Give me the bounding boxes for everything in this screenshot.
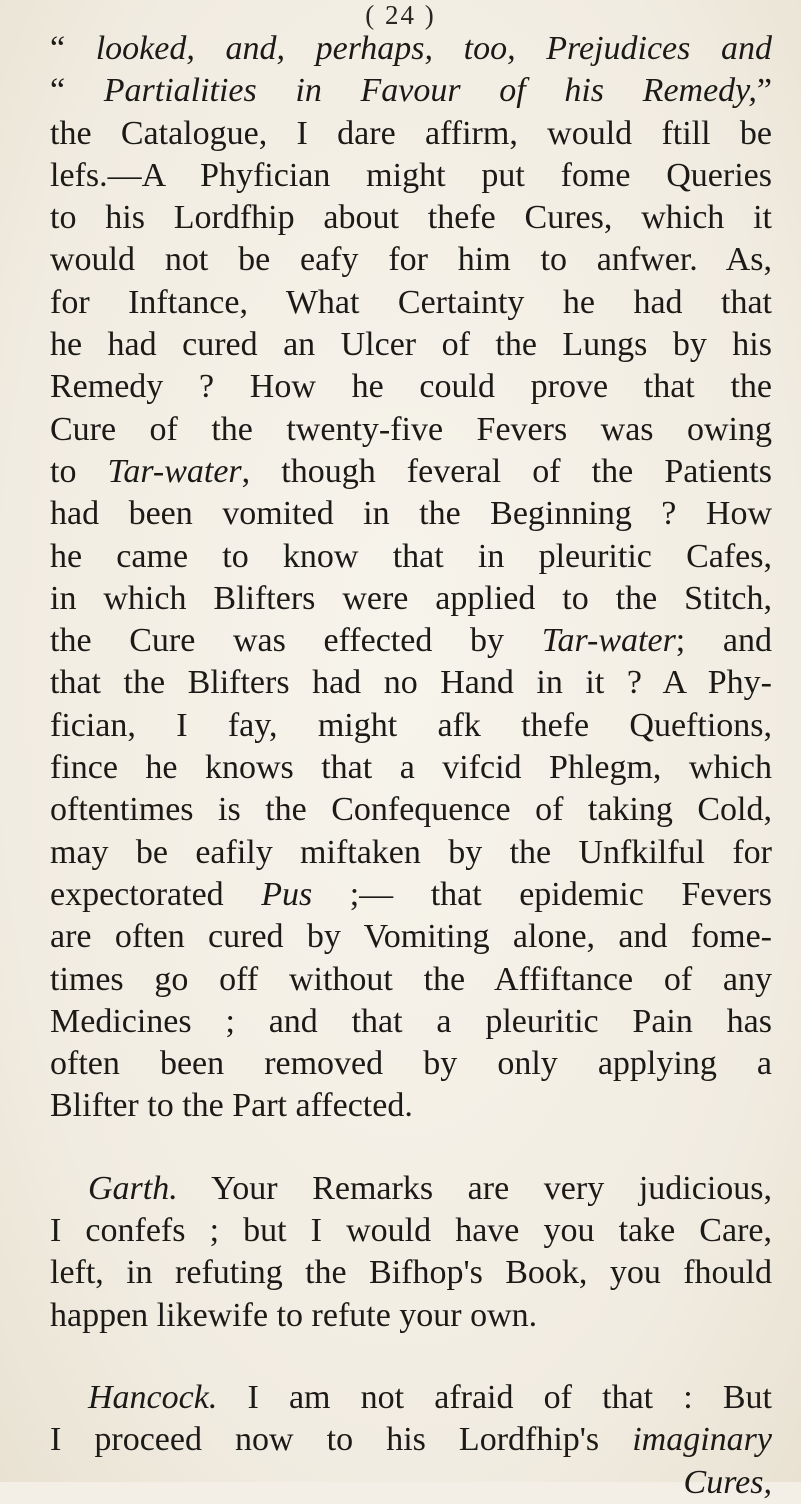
- text-run: to his Lordfhip about thefe Cures, which it: [50, 199, 772, 237]
- text-run: to: [50, 452, 108, 490]
- text-run: that the Blifters had no Hand in it ? A Phy-: [50, 664, 772, 702]
- text-run: are often cured by Vomiting alone, and fome-: [50, 918, 772, 956]
- text-line: [50, 1462, 772, 1504]
- text-line: [50, 705, 772, 747]
- text-line: [50, 959, 772, 1001]
- text-line: [50, 747, 772, 789]
- text-run: “: [50, 72, 104, 110]
- paragraph-gap: [50, 1128, 772, 1168]
- text-run: often been removed by only applying a: [50, 1045, 772, 1083]
- italic-text: looked, and, perhaps, too, Prejudices and: [95, 30, 772, 67]
- text-line: [50, 1377, 772, 1419]
- italic-text: imaginary: [632, 1421, 772, 1459]
- text-run: expectorated: [50, 875, 262, 913]
- text-line: [50, 493, 772, 535]
- text-line: [50, 282, 772, 324]
- text-line: [50, 832, 772, 874]
- text-run: I confefs ; but I would have you take Care,: [50, 1212, 772, 1250]
- text-run: had been vomited in the Beginning ? How: [50, 495, 772, 533]
- text-run: left, in refuting the Bifhop's Book, you fhould: [50, 1254, 772, 1292]
- text-run: ”: [756, 72, 772, 110]
- text-run: Remedy ? How he could prove that the: [50, 368, 772, 406]
- text-run: I am not afraid of that : But: [217, 1378, 772, 1416]
- text-line: [50, 324, 772, 366]
- paragraph: [50, 1377, 772, 1504]
- text-run: he came to know that in pleuritic Cafes,: [50, 537, 772, 575]
- text-line: [50, 409, 772, 451]
- text-run: would not be eafy for him to anfwer. As,: [50, 241, 772, 279]
- text-run: Medicines ; and that a pleuritic Pain has: [50, 1002, 772, 1040]
- italic-text: Tar-water: [541, 622, 676, 660]
- text-run: times go off without the Affiftance of any: [50, 960, 772, 998]
- text-run: Your Remarks are very judicious,: [177, 1169, 772, 1207]
- paragraph: [50, 28, 772, 1128]
- text-run: oftentimes is the Confequence of taking Cold,: [50, 791, 772, 829]
- paragraph-gap: [50, 1337, 772, 1377]
- text-run: happen likewife to refute your own.: [50, 1296, 538, 1334]
- text-run: fince he knows that a vifcid Phlegm, which: [50, 749, 772, 787]
- text-line: [50, 366, 772, 408]
- text-line: [50, 662, 772, 704]
- text-run: lefs.—A Phyfician might put fome Queries: [50, 156, 772, 194]
- italic-text: Pus: [261, 875, 313, 913]
- text-line: [50, 451, 772, 493]
- text-line: [50, 536, 772, 578]
- text-line: [50, 113, 772, 155]
- text-line: [50, 70, 772, 112]
- text-line: [50, 155, 772, 197]
- text-run: the Cure was effected by: [50, 622, 542, 660]
- text-line: [50, 1043, 772, 1085]
- text-run: ; and: [675, 622, 773, 660]
- italic-text: Hancock.: [88, 1378, 218, 1416]
- text-run: may be eafily miftaken by the Unfkilful for: [50, 833, 772, 871]
- body-text: [50, 28, 772, 1504]
- text-line: [50, 28, 772, 70]
- text-line: [50, 1419, 772, 1461]
- italic-text: Partialities in Favour of his Remedy,: [103, 72, 757, 110]
- text-run: he had cured an Ulcer of the Lungs by his: [50, 326, 772, 364]
- text-run: for Inftance, What Certainty he had that: [50, 283, 772, 321]
- text-run: Cure of the twenty-five Fevers was owing: [50, 410, 772, 448]
- text-line: [50, 620, 772, 662]
- text-line: [50, 239, 772, 281]
- text-run: in which Blifters were applied to the Stitch,: [50, 579, 772, 617]
- text-line: [50, 578, 772, 620]
- text-line: [50, 1252, 772, 1294]
- text-line: [50, 916, 772, 958]
- text-run: I proceed now to his Lordfhip's: [50, 1421, 633, 1459]
- italic-text: Tar-water: [107, 452, 242, 490]
- text-line: [50, 874, 772, 916]
- italic-text: Cures,: [683, 1463, 772, 1501]
- page-number: ( 24 ): [365, 0, 436, 30]
- text-run: the Catalogue, I dare affirm, would ftill be: [50, 114, 772, 152]
- text-line: [50, 197, 772, 239]
- text-line: [50, 789, 772, 831]
- text-line: [50, 1001, 772, 1043]
- italic-text: Garth.: [88, 1169, 178, 1207]
- text-run: ;— that epidemic Fevers: [312, 875, 773, 913]
- paragraph: [50, 1168, 772, 1337]
- text-line: [50, 1085, 772, 1127]
- text-line: [50, 1295, 772, 1337]
- text-run: , though feveral of the Patients: [241, 452, 772, 490]
- text-line: [50, 1210, 772, 1252]
- text-run: Blifter to the Part affected.: [50, 1087, 413, 1125]
- text-run: “: [50, 30, 96, 67]
- text-line: [50, 1168, 772, 1210]
- text-run: fician, I fay, might afk thefe Queftions,: [50, 706, 772, 744]
